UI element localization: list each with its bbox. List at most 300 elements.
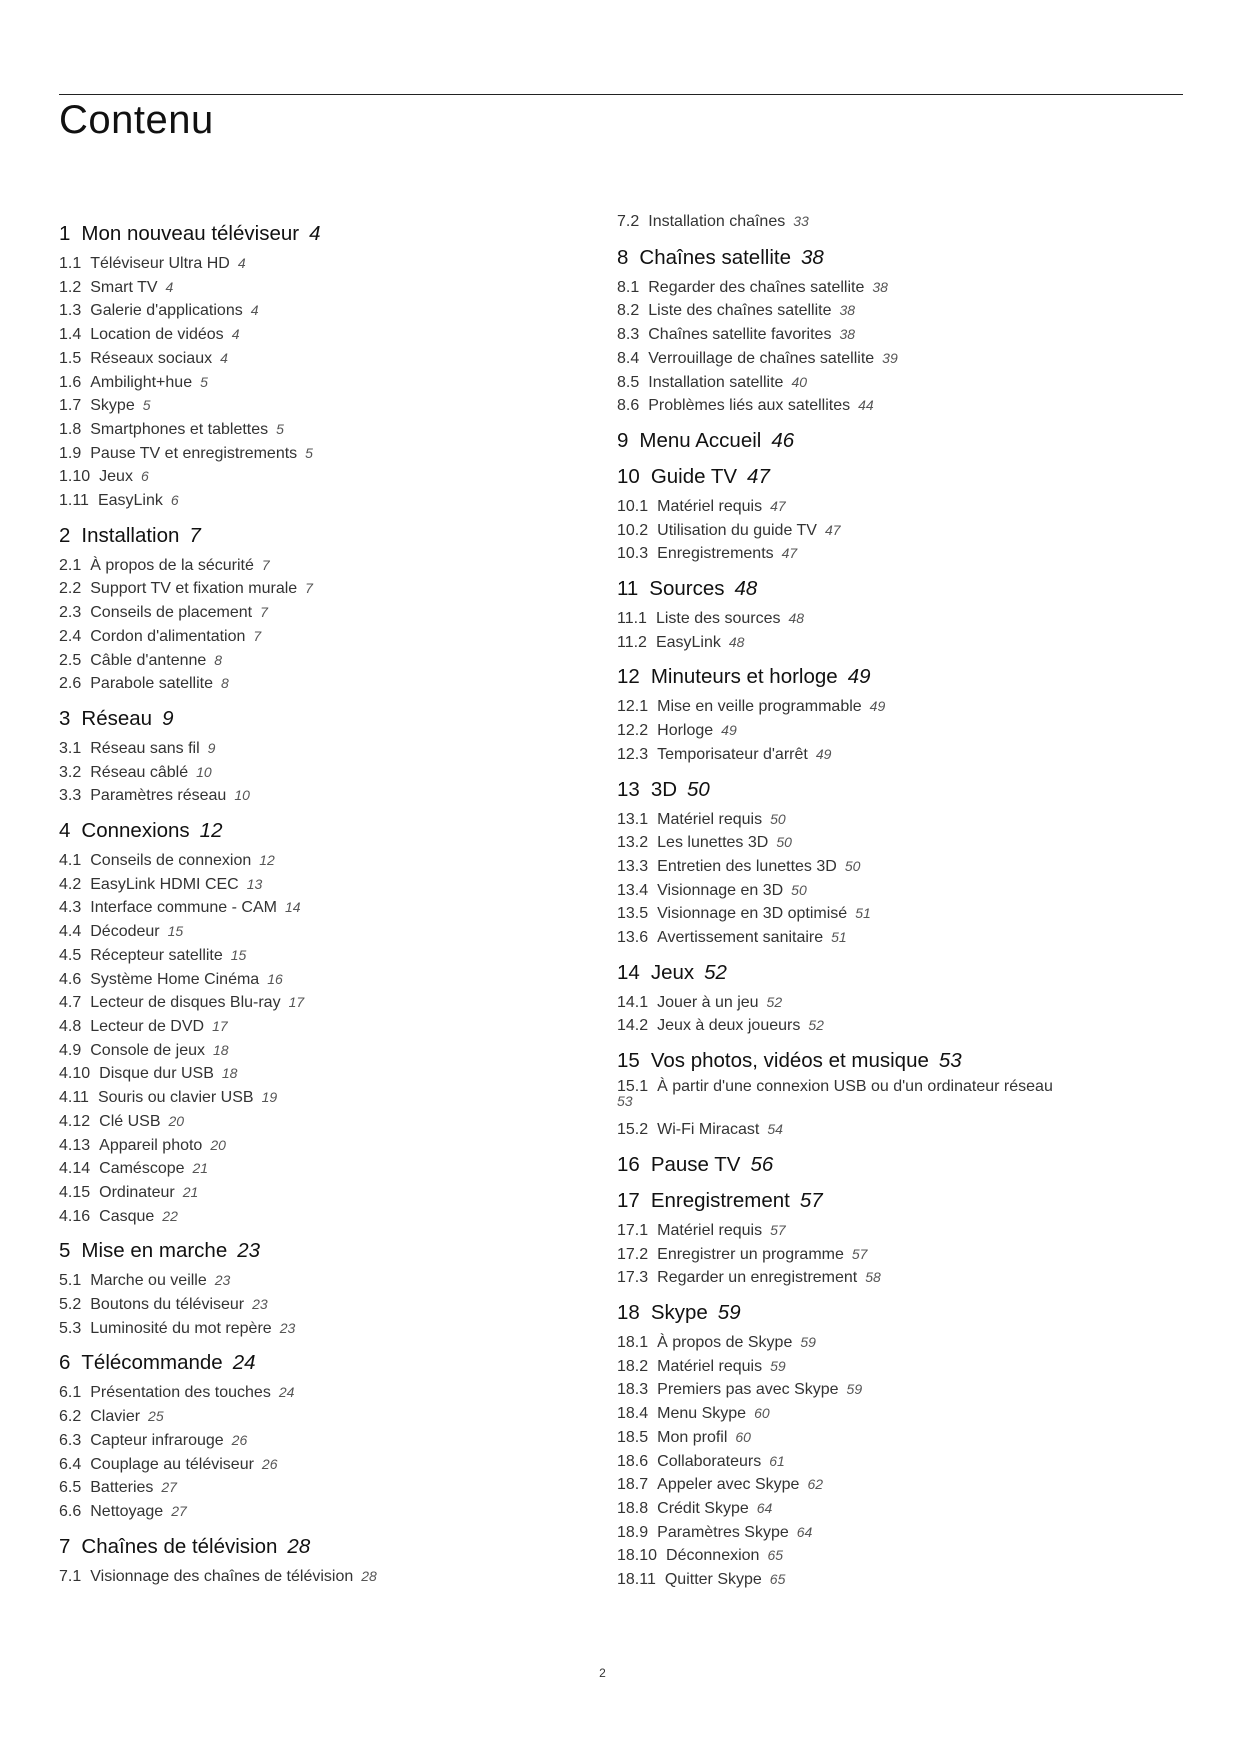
entry-label: Support TV et fixation murale <box>90 580 298 598</box>
entry-page: 18 <box>213 1041 229 1058</box>
chapter-heading[interactable] <box>617 575 1177 602</box>
chapter-title: 3D <box>650 777 678 801</box>
chapter-number: 18 <box>617 1300 640 1324</box>
chapter-title: Menu Accueil <box>639 428 762 452</box>
entry-page: 62 <box>807 1476 824 1493</box>
toc-entry[interactable] <box>59 991 619 1015</box>
entry-page: 7 <box>305 580 313 597</box>
entry-page: 33 <box>793 213 809 229</box>
entry-number: 10.3 <box>617 545 649 563</box>
toc-entry[interactable] <box>617 1331 1177 1355</box>
chapter-page: 9 <box>162 706 174 730</box>
entry-page: 20 <box>168 1112 185 1129</box>
entry-label: Menu Skype <box>657 1405 747 1423</box>
toc-entry[interactable] <box>59 1500 619 1524</box>
entry-page: 19 <box>261 1089 278 1106</box>
entry-page: 50 <box>791 881 807 898</box>
toc-chapter <box>59 705 619 808</box>
entry-number: 1.10 <box>59 468 91 486</box>
entry-number: 18.9 <box>617 1523 649 1541</box>
toc-entry[interactable] <box>59 371 619 395</box>
toc-entry[interactable] <box>59 1039 619 1063</box>
entry-page: 4 <box>231 326 240 343</box>
chapter-heading[interactable] <box>617 1299 1177 1326</box>
toc-entry[interactable] <box>617 695 1177 719</box>
toc-entry[interactable] <box>617 519 1177 543</box>
entry-number: 14.2 <box>617 1017 649 1035</box>
entry-label: Réseau sans fil <box>90 739 200 757</box>
entry-page: 65 <box>767 1547 784 1564</box>
entry-page: 4 <box>220 349 228 366</box>
chapter-number: 15 <box>617 1049 640 1073</box>
chapter-title: Skype <box>650 1300 708 1324</box>
entry-label: Jouer à un jeu <box>657 993 759 1011</box>
toc-entry[interactable] <box>59 1453 619 1477</box>
entry-number: 8.2 <box>617 302 640 320</box>
entry-page: 15 <box>230 946 247 963</box>
entry-label: Smartphones et tablettes <box>90 420 269 438</box>
entry-number: 4.4 <box>59 923 82 941</box>
toc-entry[interactable] <box>59 554 619 578</box>
toc-entry[interactable] <box>59 1476 619 1500</box>
entry-label: Mise en veille programmable <box>657 698 862 716</box>
chapter-heading[interactable] <box>617 663 1177 690</box>
entry-label: Déconnexion <box>666 1547 760 1565</box>
entry-label: À propos de la sécurité <box>90 556 254 574</box>
header-rule <box>59 94 1183 95</box>
entry-label: Présentation des touches <box>90 1384 271 1402</box>
toc-entry[interactable] <box>59 968 619 992</box>
chapter-title: Guide TV <box>650 464 738 488</box>
chapter-heading[interactable] <box>59 1349 619 1376</box>
entry-number: 4.8 <box>59 1017 82 1035</box>
entry-page: 5 <box>276 420 284 437</box>
toc-entry[interactable] <box>617 1497 1177 1521</box>
entry-page: 44 <box>858 397 874 414</box>
entry-page: 48 <box>788 610 805 627</box>
toc-entry[interactable] <box>617 719 1177 743</box>
toc-chapter <box>617 1299 1177 1592</box>
toc-entry[interactable] <box>617 879 1177 903</box>
chapter-page: 23 <box>237 1239 261 1263</box>
entry-page: 8 <box>221 675 229 692</box>
toc-entry[interactable] <box>617 276 1177 300</box>
chapter-page: 38 <box>800 245 824 269</box>
entry-number: 6.6 <box>59 1502 82 1520</box>
chapter-number: 1 <box>59 222 71 245</box>
entry-label: Verrouillage de chaînes satellite <box>648 349 875 367</box>
entry-number: 1.8 <box>59 420 82 438</box>
entry-page: 49 <box>869 698 886 715</box>
entry-label: Appareil photo <box>99 1136 203 1154</box>
entry-number: 12.1 <box>617 698 649 716</box>
entry-label: Système Home Cinéma <box>90 970 260 988</box>
entry-label: Câble d'antenne <box>90 651 207 669</box>
chapter-number: 9 <box>617 428 629 452</box>
chapter-title: Vos photos, vidéos et musique <box>650 1049 929 1073</box>
entry-number: 18.5 <box>617 1428 649 1446</box>
entry-label: Capteur infrarouge <box>90 1431 224 1449</box>
toc-entry[interactable] <box>59 1381 619 1405</box>
entry-number: 1.7 <box>59 397 82 415</box>
entry-label: Caméscope <box>99 1160 185 1178</box>
entry-page: 25 <box>148 1408 164 1425</box>
entry-page: 51 <box>831 929 847 946</box>
entry-page: 20 <box>210 1136 226 1153</box>
chapter-heading[interactable] <box>617 1187 1177 1214</box>
entry-number: 2.4 <box>59 627 82 645</box>
chapter-title: Jeux <box>650 960 695 984</box>
toc-entry[interactable] <box>59 442 619 466</box>
entry-page: 47 <box>781 545 798 562</box>
toc-entry[interactable] <box>59 1110 619 1134</box>
entry-label: Matériel requis <box>657 1221 763 1239</box>
toc-entry[interactable] <box>59 672 619 696</box>
toc-entry[interactable] <box>59 347 619 371</box>
toc-entry[interactable] <box>59 323 619 347</box>
toc-entry[interactable] <box>59 577 619 601</box>
toc-entry[interactable] <box>617 1544 1177 1568</box>
chapter-heading[interactable] <box>617 776 1177 803</box>
chapter-page: 56 <box>750 1152 774 1176</box>
entry-number: 18.1 <box>617 1333 649 1351</box>
toc-entry[interactable] <box>617 1450 1177 1474</box>
toc-entry[interactable] <box>59 649 619 673</box>
toc-entry[interactable] <box>617 323 1177 347</box>
chapter-title: Mon nouveau téléviseur <box>81 222 300 245</box>
entry-number: 8.6 <box>617 397 640 415</box>
toc-chapter <box>59 1237 619 1340</box>
entry-label: Clé USB <box>99 1112 161 1130</box>
entry-number: 6.4 <box>59 1455 82 1473</box>
toc-entry[interactable] <box>59 418 619 442</box>
entry-page: 6 <box>170 492 179 509</box>
entry-label: EasyLink <box>97 492 163 510</box>
toc-entry[interactable] <box>617 1568 1177 1592</box>
toc-entry[interactable] <box>617 1243 1177 1267</box>
entry-page: 52 <box>808 1017 824 1034</box>
entry-page: 57 <box>851 1245 868 1262</box>
entry-number: 1.11 <box>59 492 89 510</box>
chapter-title: Sources <box>649 577 725 601</box>
entry-label: Luminosité du mot repère <box>90 1319 272 1337</box>
entry-label: Matériel requis <box>657 497 763 515</box>
entry-number: 2.3 <box>59 604 82 622</box>
entry-page: 27 <box>171 1502 187 1519</box>
toc-entry[interactable] <box>59 625 619 649</box>
entry-label: Réseau câblé <box>90 763 189 781</box>
entry-number: 6.3 <box>59 1431 82 1449</box>
toc-entry[interactable] <box>617 808 1177 832</box>
toc-entry[interactable] <box>59 1205 619 1229</box>
entry-page: 65 <box>769 1571 786 1588</box>
entry-number: 1.3 <box>59 302 82 320</box>
entry-label: Matériel requis <box>657 1357 763 1375</box>
toc-entry[interactable] <box>59 896 619 920</box>
entry-number: 1.1 <box>59 255 82 272</box>
entry-number: 1.9 <box>59 444 82 462</box>
chapter-heading[interactable] <box>59 220 619 247</box>
entry-label: Cordon d'alimentation <box>90 627 246 645</box>
entry-label: Lecteur de disques Blu-ray <box>90 994 281 1012</box>
chapter-heading[interactable] <box>59 705 619 732</box>
toc-entry[interactable] <box>617 631 1177 655</box>
chapter-heading[interactable] <box>617 1047 1177 1074</box>
entry-number: 18.7 <box>617 1476 649 1494</box>
toc-entry[interactable] <box>617 1378 1177 1402</box>
toc-entry[interactable] <box>59 299 619 323</box>
entry-number: 4.7 <box>59 994 82 1012</box>
entry-number: 13.2 <box>617 834 649 852</box>
chapter-number: 17 <box>617 1188 640 1212</box>
entry-label: Réseaux sociaux <box>90 349 213 367</box>
entry-label: Liste des chaînes satellite <box>648 302 832 320</box>
chapter-heading[interactable] <box>59 1533 619 1560</box>
entry-page: 60 <box>735 1428 751 1445</box>
chapter-title: Mise en marche <box>81 1239 228 1263</box>
chapter-heading[interactable] <box>59 1237 619 1264</box>
entry-page: 21 <box>182 1183 199 1200</box>
toc-entry[interactable] <box>617 1079 1137 1109</box>
entry-number: 2.1 <box>59 556 82 574</box>
entry-number: 17.3 <box>617 1269 649 1287</box>
entry-label: Marche ou veille <box>90 1272 207 1290</box>
entry-number: 13.5 <box>617 905 649 923</box>
entry-number: 8.4 <box>617 349 640 367</box>
toc-entry[interactable] <box>617 371 1177 395</box>
toc-entry[interactable] <box>59 1015 619 1039</box>
entry-number: 11.1 <box>617 610 647 628</box>
entry-number: 12.3 <box>617 745 649 763</box>
toc-chapter <box>617 959 1177 1038</box>
chapter-number: 13 <box>617 777 640 801</box>
entry-label: Récepteur satellite <box>90 946 223 964</box>
entry-page: 51 <box>855 905 871 922</box>
entry-number: 18.2 <box>617 1357 649 1375</box>
toc-entry[interactable] <box>617 210 1177 234</box>
toc-chapter <box>617 427 1177 454</box>
toc-entry[interactable] <box>59 849 619 873</box>
toc-entry[interactable] <box>617 1402 1177 1426</box>
toc-entry[interactable] <box>617 831 1177 855</box>
entry-label: Jeux à deux joueurs <box>657 1017 801 1035</box>
entry-page: 14 <box>284 899 301 916</box>
entry-number: 2.5 <box>59 651 82 669</box>
toc-entry[interactable] <box>59 1269 619 1293</box>
entry-label: Skype <box>90 397 135 415</box>
entry-label: À propos de Skype <box>657 1333 793 1351</box>
toc-entry[interactable] <box>59 944 619 968</box>
entry-label: Enregistrements <box>657 545 774 563</box>
toc-entry[interactable] <box>617 1521 1177 1545</box>
entry-page: 38 <box>839 302 856 319</box>
chapter-heading[interactable] <box>617 959 1177 986</box>
entry-page: 7 <box>261 556 270 573</box>
entry-page: 5 <box>142 397 151 414</box>
toc-entry[interactable] <box>617 902 1177 926</box>
toc-entry[interactable] <box>59 1429 619 1453</box>
entry-page: 58 <box>865 1269 881 1286</box>
chapter-number: 4 <box>59 819 71 843</box>
toc-entry[interactable] <box>59 252 619 276</box>
entry-number: 5.1 <box>59 1272 82 1290</box>
chapter-heading[interactable] <box>617 1151 1177 1178</box>
toc-entry[interactable] <box>617 542 1177 566</box>
entry-number: 3.1 <box>59 739 82 757</box>
entry-page: 64 <box>796 1523 813 1540</box>
toc-entry[interactable] <box>59 1134 619 1158</box>
entry-label: EasyLink HDMI CEC <box>90 875 239 893</box>
entry-label: Disque dur USB <box>99 1065 214 1083</box>
chapter-heading[interactable] <box>59 817 619 844</box>
toc-entry[interactable] <box>617 607 1177 631</box>
chapter-number: 14 <box>617 960 640 984</box>
toc-chapter <box>617 1187 1177 1290</box>
entry-label: Smart TV <box>90 278 158 296</box>
entry-number: 2.6 <box>59 675 82 693</box>
entry-label: Mon profil <box>657 1428 728 1446</box>
entry-number: 10.2 <box>617 521 649 539</box>
toc-entry[interactable] <box>59 737 619 761</box>
chapter-page: 4 <box>309 222 321 245</box>
chapter-page: 49 <box>847 665 871 689</box>
toc-entry[interactable] <box>617 926 1177 950</box>
entry-label: Casque <box>99 1207 155 1225</box>
entry-number: 7.1 <box>59 1567 82 1585</box>
chapter-number: 10 <box>617 464 640 488</box>
toc-entry[interactable] <box>617 991 1177 1015</box>
toc-entry[interactable] <box>59 1565 619 1589</box>
entry-label: Lecteur de DVD <box>90 1017 205 1035</box>
entry-number: 2.2 <box>59 580 82 598</box>
entry-label: Visionnage des chaînes de télévision <box>90 1567 354 1585</box>
toc-entry[interactable] <box>59 1181 619 1205</box>
toc-entry[interactable] <box>617 1473 1177 1497</box>
entry-page: 8 <box>214 651 223 668</box>
entry-label: Interface commune - CAM <box>90 899 277 917</box>
entry-page: 38 <box>872 278 888 295</box>
entry-page: 7 <box>253 627 262 644</box>
entry-page: 9 <box>207 739 216 756</box>
toc-entry[interactable] <box>617 1014 1177 1038</box>
chapter-number: 11 <box>617 577 639 601</box>
entry-label: Paramètres Skype <box>657 1523 789 1541</box>
toc-chapter <box>617 663 1177 766</box>
toc-entry[interactable] <box>617 743 1177 767</box>
toc-entry[interactable] <box>59 873 619 897</box>
chapter-heading[interactable] <box>59 522 619 549</box>
toc-entry[interactable] <box>617 855 1177 879</box>
toc-entry[interactable] <box>617 1355 1177 1379</box>
entry-number: 6.1 <box>59 1384 82 1402</box>
entry-number: 18.6 <box>617 1452 649 1470</box>
entry-page: 17 <box>288 994 305 1011</box>
chapter-heading[interactable] <box>617 427 1177 454</box>
entry-number: 17.1 <box>617 1221 649 1239</box>
toc-entry[interactable] <box>617 299 1177 323</box>
toc-right-column <box>617 210 1177 1601</box>
entry-label: Les lunettes 3D <box>657 834 769 852</box>
chapter-page: 24 <box>232 1351 256 1375</box>
entry-number: 13.3 <box>617 857 649 875</box>
toc-entry[interactable] <box>617 1426 1177 1450</box>
entry-page: 39 <box>882 349 898 366</box>
toc-entry[interactable] <box>59 276 619 300</box>
toc-entry[interactable] <box>617 1219 1177 1243</box>
entry-number: 1.2 <box>59 278 82 296</box>
entry-number: 15.2 <box>617 1121 649 1139</box>
chapter-page: 48 <box>734 577 758 601</box>
entry-page: 53 <box>617 1093 633 1110</box>
entry-number: 3.2 <box>59 763 82 781</box>
chapter-title: Réseau <box>81 706 153 730</box>
entry-number: 5.3 <box>59 1319 82 1337</box>
entry-page: 10 <box>196 763 212 780</box>
entry-page: 59 <box>800 1333 816 1350</box>
entry-label: Temporisateur d'arrêt <box>657 745 808 763</box>
entry-page: 27 <box>161 1479 177 1496</box>
toc-chapter <box>617 1151 1177 1178</box>
toc-entry[interactable] <box>617 394 1177 418</box>
toc-entry[interactable] <box>59 394 619 418</box>
toc-entry[interactable] <box>59 601 619 625</box>
toc-entry[interactable] <box>59 1317 619 1341</box>
entry-page: 18 <box>221 1065 238 1082</box>
chapter-page: 59 <box>717 1300 741 1324</box>
toc-entry[interactable] <box>617 1266 1177 1290</box>
toc-entry[interactable] <box>59 1293 619 1317</box>
entry-page: 21 <box>192 1160 209 1177</box>
entry-page: 54 <box>767 1121 783 1138</box>
toc-entry[interactable] <box>59 1405 619 1429</box>
toc-entry[interactable] <box>59 1086 619 1110</box>
chapter-title: Connexions <box>81 819 190 843</box>
entry-page: 16 <box>267 970 283 987</box>
entry-page: 49 <box>815 745 832 762</box>
chapter-heading[interactable] <box>617 463 1177 490</box>
chapter-page: 46 <box>771 428 795 452</box>
toc-entry[interactable] <box>59 920 619 944</box>
entry-page: 22 <box>162 1207 178 1224</box>
entry-page: 49 <box>721 722 737 739</box>
toc-entry[interactable] <box>59 489 619 513</box>
toc-entry[interactable] <box>59 1062 619 1086</box>
toc-entry[interactable] <box>59 1157 619 1181</box>
entry-page: 12 <box>259 852 275 869</box>
entry-label: À partir d'une connexion USB ou d'un ordinateur réseau <box>657 1078 1053 1096</box>
entry-page: 4 <box>250 302 259 319</box>
chapter-heading[interactable] <box>617 244 1177 271</box>
entry-number: 10.1 <box>617 497 649 515</box>
toc-entry[interactable] <box>617 1118 1177 1142</box>
entry-number: 3.3 <box>59 787 82 805</box>
toc-chapter <box>59 1533 619 1589</box>
page-title: Contenu <box>59 98 214 142</box>
entry-label: Chaînes satellite favorites <box>648 326 832 344</box>
toc-entry[interactable] <box>59 465 619 489</box>
chapter-title: Pause TV <box>650 1152 741 1176</box>
entry-label: Installation satellite <box>648 373 784 391</box>
toc-entry[interactable] <box>617 495 1177 519</box>
toc-entry[interactable] <box>617 347 1177 371</box>
entry-page: 60 <box>754 1405 770 1422</box>
toc-entry[interactable] <box>59 784 619 808</box>
entry-number: 4.1 <box>59 852 82 870</box>
toc-entry[interactable] <box>59 761 619 785</box>
entry-page: 50 <box>776 834 792 851</box>
entry-page: 23 <box>252 1296 268 1313</box>
entry-label: Clavier <box>90 1408 141 1426</box>
